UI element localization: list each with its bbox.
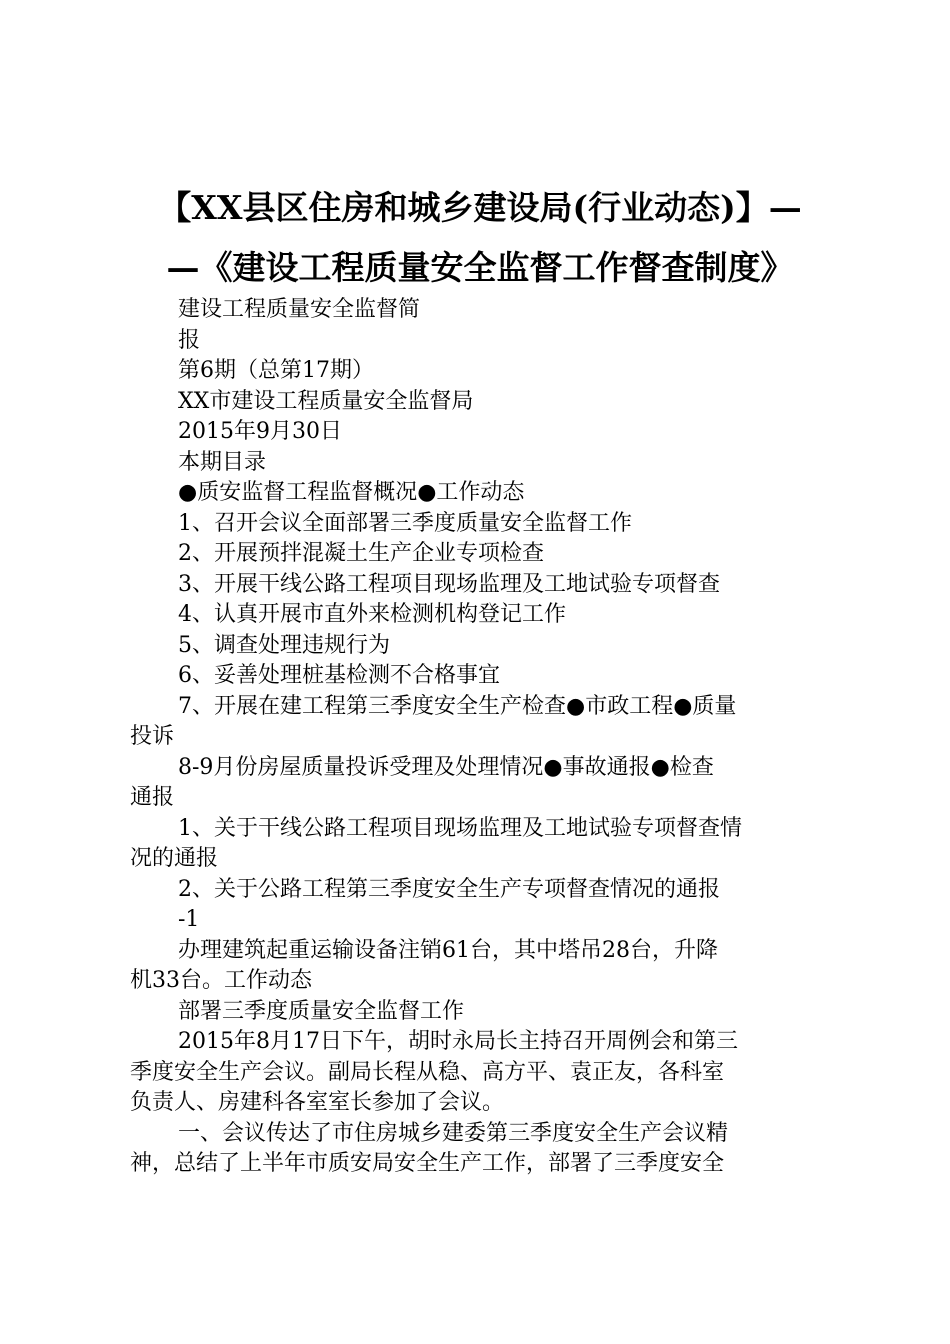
body-line: 投诉 (130, 724, 175, 749)
body-line: 本期目录 (178, 449, 267, 475)
body-line: 7、开展在建工程第三季度安全生产检查●市政工程●质量 (178, 693, 737, 719)
body-line: 8-9月份房屋质量投诉受理及处理情况●事故通报●检查 (178, 754, 714, 780)
body-line: 2015年9月30日 (178, 419, 342, 444)
body-line: 建设工程质量安全监督简 (178, 297, 421, 322)
body-line: 2015年8月17日下午，胡时永局长主持召开周例会和第三 (178, 1029, 738, 1054)
body-line: 1、关于干线公路工程项目现场监理及工地试验专项督查情 (178, 815, 742, 841)
body-line: 第6期（总第17期） (178, 358, 374, 383)
body-line: 机33台。工作动态 (130, 968, 312, 993)
document-title-line-2: —《建设工程质量安全监督工作督查制度》 (166, 248, 794, 287)
body-line: 3、开展干线公路工程项目现场监理及工地试验专项督查 (178, 571, 720, 597)
body-line: 2、关于公路工程第三季度安全生产专项督查情况的通报 (178, 876, 720, 902)
body-line: 报 (178, 327, 201, 353)
body-line: 负责人、房建科各室室长参加了会议。 (130, 1090, 505, 1115)
body-line: 季度安全生产会议。副局长程从稳、高方平、袁正友，各科室 (130, 1059, 725, 1085)
body-line: 通报 (130, 785, 175, 810)
body-line: 部署三季度质量安全监督工作 (178, 998, 465, 1024)
body-line: 6、妥善处理桩基检测不合格事宜 (178, 663, 500, 688)
body-line: 1、召开会议全面部署三季度质量安全监督工作 (178, 510, 632, 536)
body-line: 神，总结了上半年市质安局安全生产工作，部署了三季度安全 (130, 1151, 725, 1176)
document-body (130, 295, 830, 1180)
body-line: 况的通报 (130, 846, 219, 871)
document-title-line-1: 【XX县区住房和城乡建设局(行业动态)】— (158, 188, 802, 227)
body-line: -1 (178, 907, 200, 932)
body-line: 办理建筑起重运输设备注销61台，其中塔吊28台，升降 (178, 937, 718, 963)
body-line: 5、调查处理违规行为 (178, 632, 390, 658)
body-line: 4、认真开展市直外来检测机构登记工作 (178, 602, 566, 627)
body-line: ●质安监督工程监督概况●工作动态 (178, 480, 525, 505)
body-line: 一、会议传达了市住房城乡建委第三季度安全生产会议精 (178, 1120, 729, 1146)
body-line: 2、开展预拌混凝土生产企业专项检查 (178, 541, 544, 566)
body-line: XX市建设工程质量安全监督局 (178, 388, 474, 414)
